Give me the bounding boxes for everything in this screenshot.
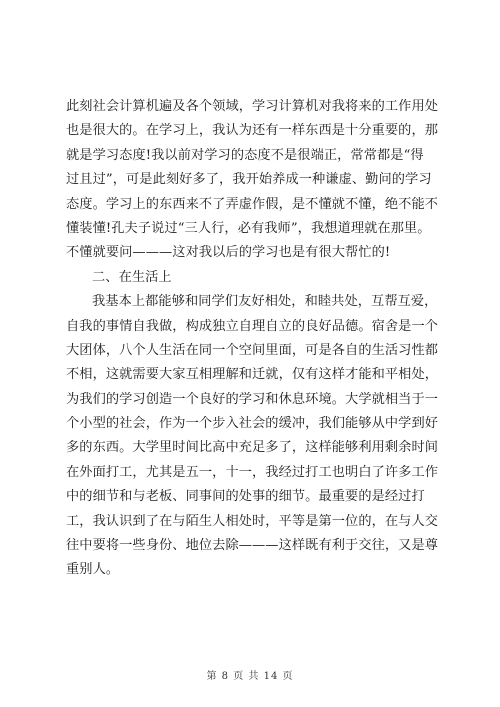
paragraph-2-line-12: 重别人。 bbox=[66, 562, 120, 578]
paragraph-2-line-7: 多的东西。大学里时间比高中充足多了，这样能够利用剩余时间 bbox=[66, 440, 439, 456]
paragraph-2-line-4: 不相，这就需要大家互相理解和迁就，仅有这样才能和平相处， bbox=[66, 367, 439, 383]
paragraph-2-line-9: 中的细节和与老板、同事间的处事的细节。最重要的是经过打 bbox=[66, 489, 425, 505]
paragraph-1-line-6: 懂装懂!孔夫子说过“三人行，必有我师”，我想道理就在那里。 bbox=[66, 220, 431, 236]
paragraph-1-line-5: 态度。学习上的东西来不了弄虚作假，是不懂就不懂，绝不能不 bbox=[66, 196, 439, 212]
paragraph-2-line-11: 往中要将一些身份、地位去除———这样既有利于交往，又是尊 bbox=[66, 538, 439, 554]
paragraph-2-line-15 bbox=[66, 632, 446, 656]
paragraph-2-line-10: 工，我认识到了在与陌生人相处时，平等是第一位的，在与人交 bbox=[66, 513, 439, 529]
paragraph-1-line-4: 过且过”，可是此刻好多了，我开始养成一种谦虚、勤问的学习 bbox=[66, 172, 432, 188]
paragraph-2-line-3: 大团体，八个人生活在同一个空间里面，可是各自的生活习性都 bbox=[66, 342, 439, 358]
section-heading: 二、在生活上 bbox=[92, 269, 172, 285]
paragraph-1-line-2: 也是很大的。在学习上，我认为还有一样东西是十分重要的，那 bbox=[66, 123, 439, 139]
paragraph-1-line-3: 就是学习态度!我以前对学习的态度不是很端正，常常都是“得 bbox=[66, 147, 424, 163]
paragraph-2-line-14 bbox=[66, 607, 446, 631]
paragraph-1-line-1: 此刻社会计算机遍及各个领域，学习计算机对我将来的工作用处 bbox=[66, 99, 439, 114]
paragraph-2-line-2: 自我的事情自我做，构成独立自理自立的良好品德。宿舍是一个 bbox=[66, 318, 439, 334]
paragraph-2-line-6: 个小型的社会，作为一个步入社会的缓冲，我们能够从中学到好 bbox=[66, 416, 439, 432]
paragraph-2-line-5: 为我们的学习创造一个良好的学习和休息环境。大学就相当于一 bbox=[66, 391, 439, 407]
paragraph-1-line-7: 不懂就要问———这对我以后的学习也是有很大帮忙的! bbox=[66, 245, 391, 261]
paragraph-2-line-1: 我基本上都能够和同学们友好相处，和睦共处，互帮互爱， bbox=[92, 294, 438, 310]
paragraph-2-line-13 bbox=[66, 583, 446, 607]
paragraph-2-line-8: 在外面打工，尤其是五一，十一，我经过打工也明白了许多工作 bbox=[66, 464, 439, 480]
page-number-footer: 第 8 页 共 14 页 bbox=[206, 671, 294, 682]
document-body bbox=[66, 95, 446, 656]
